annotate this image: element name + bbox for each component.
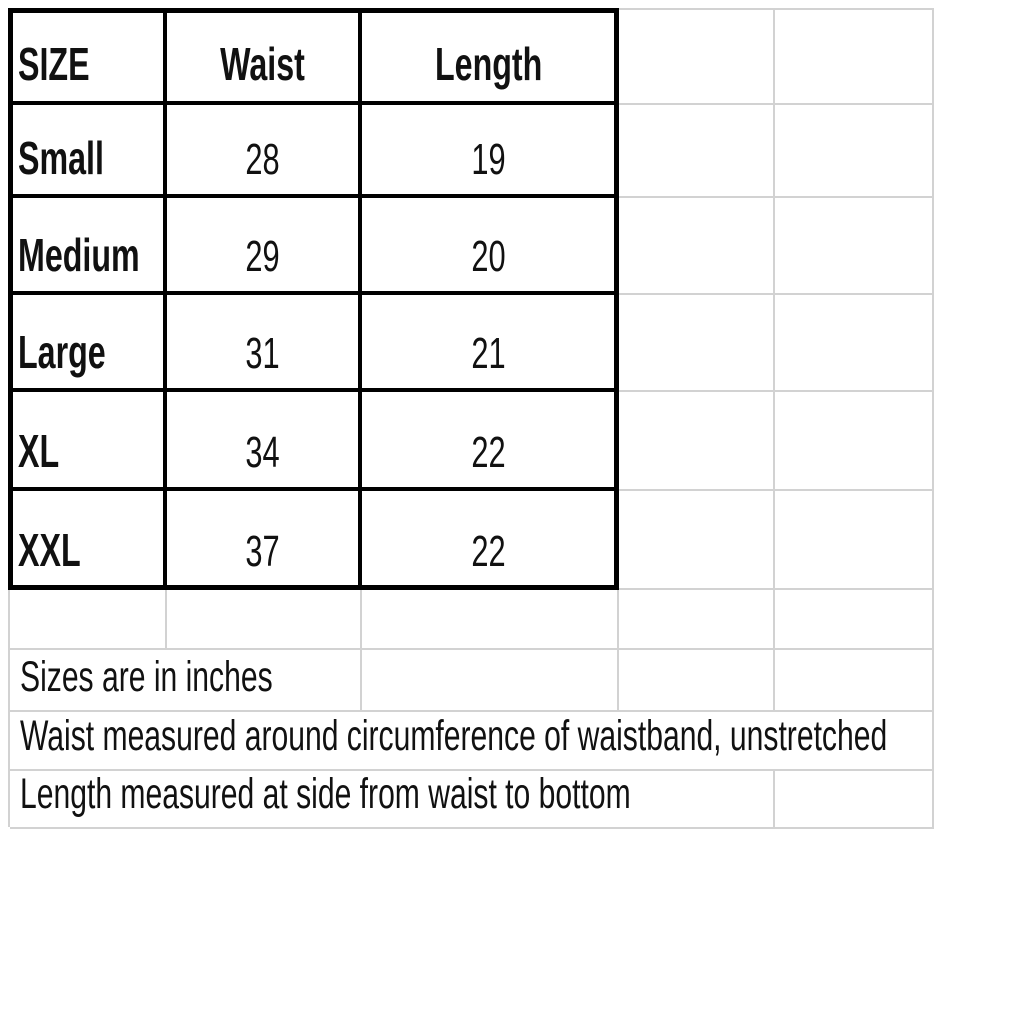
empty-cell <box>167 590 362 650</box>
empty-cell <box>619 590 775 650</box>
length-cell-large <box>362 295 619 392</box>
note-length-measurement <box>10 771 775 829</box>
empty-cell <box>619 10 775 105</box>
waist-value: 29 <box>245 232 280 281</box>
empty-cell <box>775 771 934 829</box>
empty-cell <box>775 491 934 590</box>
size-value: Medium <box>18 229 140 281</box>
empty-cell <box>775 295 934 392</box>
waist-cell-xxl <box>167 491 362 590</box>
empty-cell <box>775 650 934 712</box>
row-label-large <box>10 295 167 392</box>
row-label-medium <box>10 198 167 295</box>
size-value: XL <box>18 425 60 477</box>
empty-cell <box>619 198 775 295</box>
empty-cell <box>775 198 934 295</box>
waist-cell-small <box>167 105 362 198</box>
size-value: XXL <box>18 524 81 576</box>
empty-cell <box>362 650 619 712</box>
row-label-xl <box>10 392 167 491</box>
waist-value: 37 <box>245 527 280 576</box>
size-value: Large <box>18 326 106 378</box>
empty-cell <box>775 392 934 491</box>
length-cell-medium <box>362 198 619 295</box>
length-cell-xxl <box>362 491 619 590</box>
empty-cell <box>362 590 619 650</box>
waist-value: 34 <box>245 428 280 477</box>
length-value: 20 <box>471 232 506 281</box>
empty-cell <box>775 10 934 105</box>
length-value: 22 <box>471 527 506 576</box>
size-chart-grid <box>10 10 934 827</box>
note-text: Length measured at side from waist to bottom <box>20 770 631 818</box>
row-label-small <box>10 105 167 198</box>
empty-cell <box>775 590 934 650</box>
waist-cell-xl <box>167 392 362 491</box>
empty-cell <box>619 392 775 491</box>
empty-cell <box>775 105 934 198</box>
size-value: Small <box>18 132 104 184</box>
header-cell-length <box>362 10 619 105</box>
header-waist-label: Waist <box>220 38 305 90</box>
note-text: Sizes are in inches <box>20 653 273 701</box>
note-text: Waist measured around circumference of waistband, unstretched <box>20 712 888 760</box>
note-sizes-units <box>10 650 362 712</box>
note-waist-measurement <box>10 712 934 771</box>
spreadsheet-area <box>8 8 934 827</box>
waist-cell-large <box>167 295 362 392</box>
header-cell-waist <box>167 10 362 105</box>
header-length-label: Length <box>434 38 543 90</box>
length-cell-xl <box>362 392 619 491</box>
length-value: 22 <box>471 428 506 477</box>
empty-cell <box>619 650 775 712</box>
length-value: 19 <box>471 135 506 184</box>
waist-cell-medium <box>167 198 362 295</box>
length-cell-small <box>362 105 619 198</box>
empty-cell <box>10 590 167 650</box>
header-size-label: SIZE <box>18 38 90 90</box>
waist-value: 31 <box>245 329 280 378</box>
length-value: 21 <box>471 329 506 378</box>
empty-cell <box>619 105 775 198</box>
waist-value: 28 <box>245 135 280 184</box>
row-label-xxl <box>10 491 167 590</box>
empty-cell <box>619 295 775 392</box>
header-cell-size <box>10 10 167 105</box>
empty-cell <box>619 491 775 590</box>
